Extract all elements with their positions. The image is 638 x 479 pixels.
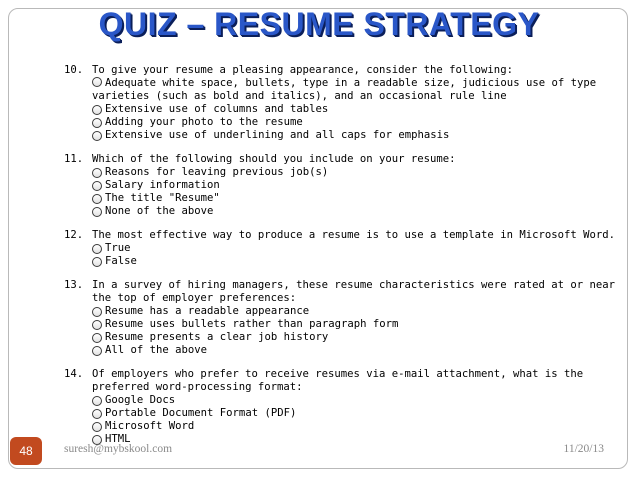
quiz-list	[64, 64, 624, 457]
question-text: Which of the following should you include on your resume:	[92, 153, 456, 165]
radio-button[interactable]	[92, 346, 102, 356]
question-number: 12.	[64, 229, 84, 241]
radio-button[interactable]	[92, 118, 102, 128]
option-label: Resume has a readable appearance	[105, 305, 310, 317]
radio-button[interactable]	[92, 105, 102, 115]
radio-button[interactable]	[92, 77, 102, 87]
option-row[interactable]	[92, 103, 624, 116]
radio-button[interactable]	[92, 131, 102, 141]
option-row[interactable]	[92, 116, 624, 129]
option-row[interactable]	[92, 407, 624, 420]
option-label: Microsoft Word	[105, 420, 195, 432]
option-row[interactable]	[92, 331, 624, 344]
option-row[interactable]	[92, 166, 624, 179]
radio-button[interactable]	[92, 194, 102, 204]
option-row[interactable]	[92, 205, 624, 218]
radio-button[interactable]	[92, 168, 102, 178]
option-label: Resume uses bullets rather than paragraph form	[105, 318, 399, 330]
option-row[interactable]	[92, 305, 624, 318]
question-11	[64, 153, 624, 218]
slide-title: QUIZ – RESUME STRATEGY	[98, 6, 540, 42]
option-label: HTML	[105, 433, 131, 445]
question-number: 13.	[64, 279, 84, 291]
page-number-badge: 48	[10, 437, 42, 465]
option-label: Salary information	[105, 179, 220, 191]
question-text: In a survey of hiring managers, these resume characteristics were rated at or near the top of employer preferences:	[92, 279, 615, 304]
radio-button[interactable]	[92, 320, 102, 330]
question-number: 10.	[64, 64, 84, 76]
option-row[interactable]	[92, 318, 624, 331]
radio-button[interactable]	[92, 409, 102, 419]
option-row[interactable]	[92, 255, 624, 268]
radio-button[interactable]	[92, 333, 102, 343]
option-label: Adding your photo to the resume	[105, 116, 303, 128]
option-row[interactable]	[92, 420, 624, 433]
question-text: The most effective way to produce a resume is to use a template in Microsoft Word.	[92, 229, 615, 241]
radio-button[interactable]	[92, 396, 102, 406]
question-number: 11.	[64, 153, 84, 165]
question-text: To give your resume a pleasing appearance, consider the following:	[92, 64, 513, 76]
question-14	[64, 368, 624, 446]
radio-button[interactable]	[92, 257, 102, 267]
option-row[interactable]	[92, 394, 624, 407]
option-label: Google Docs	[105, 394, 176, 406]
option-label: The title "Resume"	[105, 192, 220, 204]
question-10	[64, 64, 624, 142]
option-label: Portable Document Format (PDF)	[105, 407, 297, 419]
option-label: True	[105, 242, 131, 254]
option-label: All of the above	[105, 344, 208, 356]
question-13	[64, 279, 624, 357]
option-label: False	[105, 255, 137, 267]
radio-button[interactable]	[92, 181, 102, 191]
radio-button[interactable]	[92, 307, 102, 317]
question-number: 14.	[64, 368, 84, 380]
option-label: Resume presents a clear job history	[105, 331, 329, 343]
option-row[interactable]	[92, 344, 624, 357]
option-label: Extensive use of columns and tables	[105, 103, 329, 115]
question-12	[64, 229, 624, 268]
option-label: None of the above	[105, 205, 214, 217]
footer-email: suresh@mybskool.com	[64, 443, 173, 455]
option-row[interactable]	[92, 242, 624, 255]
option-row[interactable]	[92, 179, 624, 192]
option-row[interactable]	[92, 129, 624, 142]
option-label: Adequate white space, bullets, type in a readable size, judicious use of type varieties (such as bold and italics), and an occasional rule line	[92, 77, 597, 102]
radio-button[interactable]	[92, 244, 102, 254]
option-label: Extensive use of underlining and all caps for emphasis	[105, 129, 450, 141]
footer-date: 11/20/13	[563, 443, 604, 455]
question-text: Of employers who prefer to receive resumes via e-mail attachment, what is the preferred word-processing format:	[92, 368, 584, 393]
radio-button[interactable]	[92, 422, 102, 432]
option-row[interactable]	[92, 192, 624, 205]
radio-button[interactable]	[92, 207, 102, 217]
option-label: Reasons for leaving previous job(s)	[105, 166, 329, 178]
